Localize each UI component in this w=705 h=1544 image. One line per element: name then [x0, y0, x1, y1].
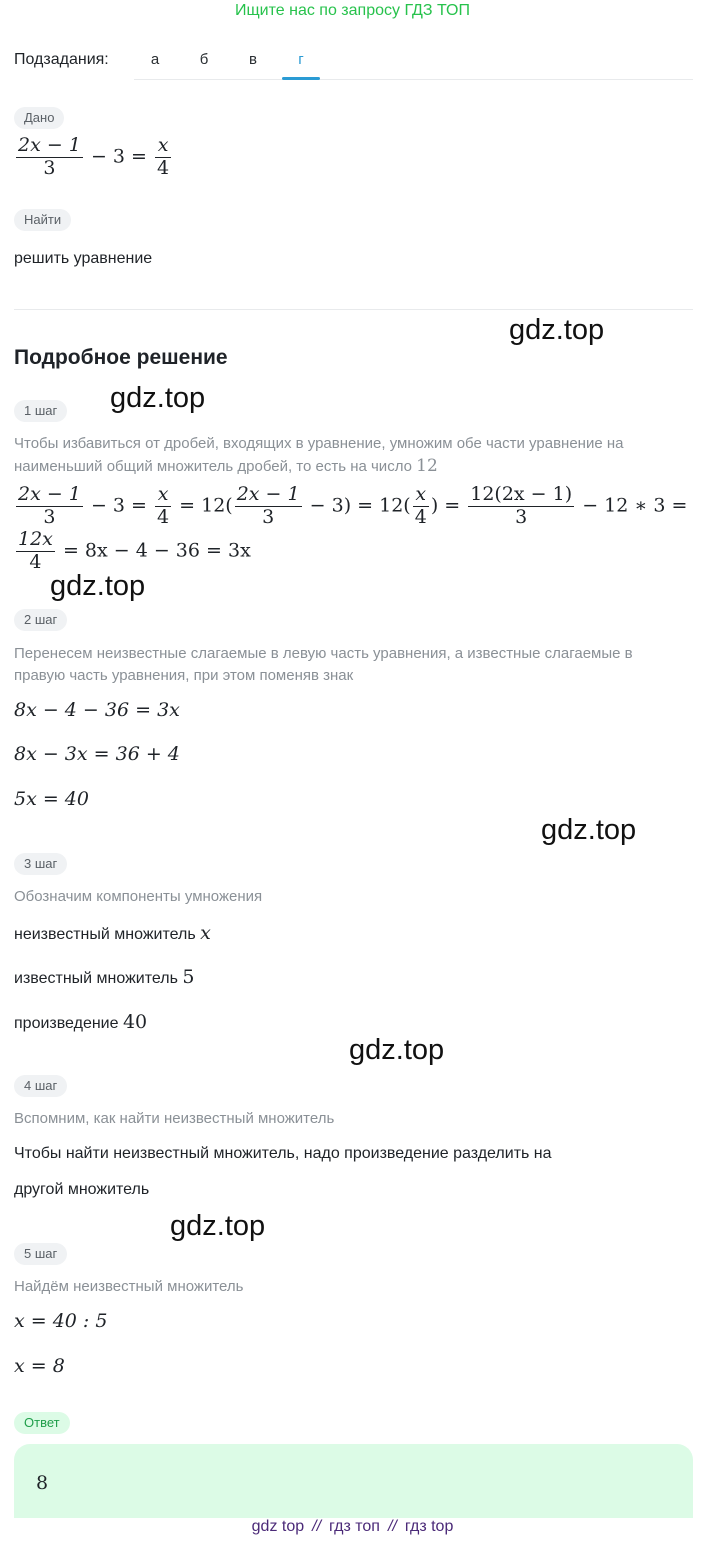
step-5-equation-1: x = 40 : 5	[14, 1310, 108, 1332]
footer-link-gdz-top-mixed[interactable]: гдз top	[404, 1518, 454, 1535]
step-1-chip: 1 шаг	[14, 400, 67, 422]
step-2-desc-line2: правую часть уравнения, при этом поменяв знак	[14, 667, 354, 684]
tab-g[interactable]: г	[298, 51, 304, 68]
fraction: $\frac{x}{4}$	[157, 134, 170, 179]
step-2-equation-3: 5x = 40	[14, 788, 89, 810]
footer-link-gdz-top[interactable]: gdz top	[251, 1518, 305, 1535]
answer-chip: Ответ	[14, 1412, 70, 1434]
search-banner: Ищите нас по запросу ГДЗ ТОП	[235, 2, 470, 19]
answer-box	[14, 1444, 693, 1518]
active-tab-indicator	[282, 77, 320, 80]
fraction: $\frac{12(2x - 1)}{3}$	[470, 483, 573, 528]
step-1-desc-line2: наименьший общий множитель дробей, то есть на число 12	[14, 456, 438, 476]
step-3-desc: Обозначим компоненты умножения	[14, 888, 263, 905]
step-2-equation-2: 8x − 3x = 36 + 4	[14, 743, 180, 765]
subtasks-label: Подзадания:	[14, 51, 109, 68]
step-3-chip: 3 шаг	[14, 853, 67, 875]
tab-a[interactable]: а	[150, 51, 160, 68]
step-5-desc: Найдём неизвестный множитель	[14, 1278, 244, 1295]
step-3-item-3: произведение 40	[14, 1011, 148, 1033]
fraction: $\frac{x}{4}$	[157, 483, 170, 528]
footer-links: gdz top // гдз топ // гдз top	[251, 1518, 454, 1535]
footer-link-gdz-top-ru[interactable]: гдз топ	[329, 1518, 380, 1535]
answer-value: 8	[36, 1472, 49, 1494]
step-2-desc-line1: Перенесем неизвестные слагаемые в левую часть уравнения, а известные слагаемые в	[14, 645, 633, 662]
fraction: $\frac{2x - 1}{3}$	[236, 483, 300, 528]
given-equation: $\frac{2x - 1}{3}$ − 3 = $\frac{x}{4}$	[18, 134, 170, 179]
step-1-equation-1: $\frac{2x - 1}{3}$ − 3 = $\frac{x}{4}$ = 12( $\frac{2x - 1}{3}$ − 3) = 12( $\frac{x}{4}$ ) = $\frac{12(2x - 1)}{3}$ − 12 ∗ 3 =	[18, 483, 688, 528]
fraction: $\frac{2x - 1}{3}$	[18, 134, 81, 179]
step-3-item-1: неизвестный множитель x	[14, 922, 211, 944]
fraction: $\frac{x}{4}$	[414, 483, 427, 528]
solution-title: Подробное решение	[14, 346, 228, 369]
find-chip: Найти	[14, 209, 71, 231]
watermark: gdz.top	[509, 314, 605, 346]
step-5-equation-2: x = 8	[14, 1355, 65, 1377]
step-4-desc: Вспомним, как найти неизвестный множитель	[14, 1110, 335, 1127]
watermark: gdz.top	[349, 1034, 445, 1066]
step-4-rule-line1: Чтобы найти неизвестный множитель, надо произведение разделить на	[14, 1145, 552, 1162]
fraction: $\frac{2x - 1}{3}$	[18, 483, 81, 528]
step-1-desc-line1: Чтобы избавиться от дробей, входящих в уравнение, умножим обе части уравнение на	[14, 435, 624, 452]
watermark: gdz.top	[170, 1210, 266, 1242]
subtasks-bar	[14, 48, 693, 82]
fraction: $\frac{12x}{4}$	[18, 528, 53, 573]
watermark: gdz.top	[541, 814, 637, 846]
step-4-rule-line2: другой множитель	[14, 1181, 150, 1198]
tab-v[interactable]: в	[249, 51, 257, 68]
watermark: gdz.top	[50, 570, 146, 602]
step-2-equation-1: 8x − 4 − 36 = 3x	[14, 699, 180, 721]
step-3-item-2: известный множитель 5	[14, 966, 195, 988]
given-chip: Дано	[14, 107, 64, 129]
tab-b[interactable]: б	[199, 51, 209, 68]
section-divider	[14, 309, 693, 310]
step-4-chip: 4 шаг	[14, 1075, 67, 1097]
step-1-equation-2: $\frac{12x}{4}$ = 8x − 4 − 36 = 3x	[18, 528, 251, 573]
watermark: gdz.top	[110, 382, 206, 414]
find-text: решить уравнение	[14, 250, 153, 267]
step-5-chip: 5 шаг	[14, 1243, 67, 1265]
step-2-chip: 2 шаг	[14, 609, 67, 631]
tabs-divider	[134, 79, 693, 80]
